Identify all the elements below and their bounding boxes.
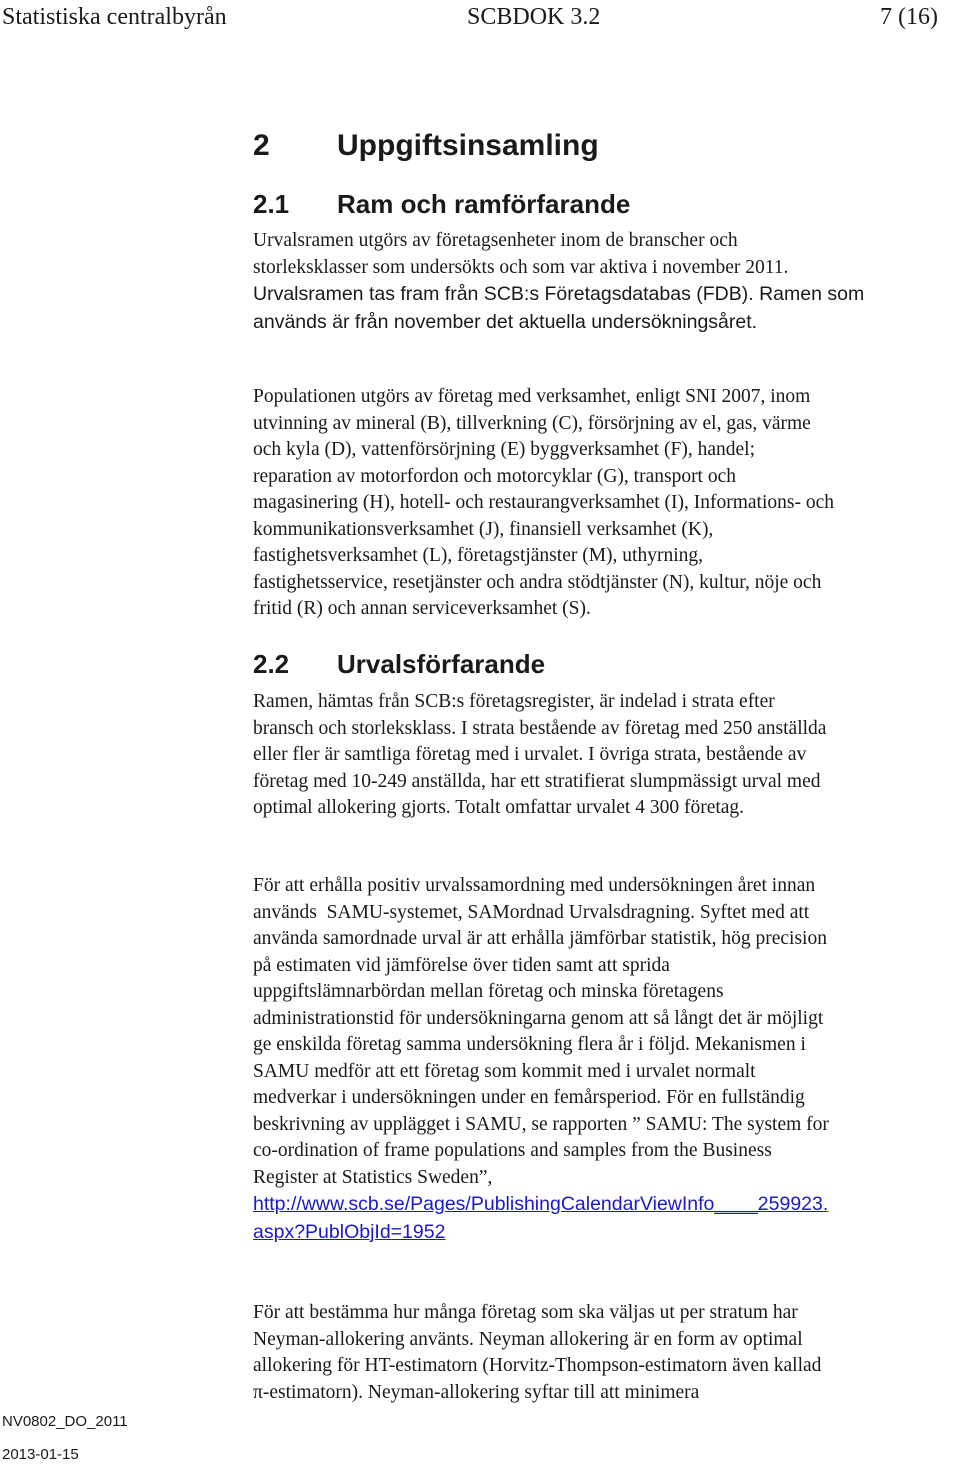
text-line: optimal allokering gjorts. Totalt omfattar urvalet 4 300 företag. (253, 797, 745, 818)
text-span: Urvalsramen tas fram från SCB:s Företagsdatabas (FDB). (253, 283, 754, 305)
text-line: används är från november det aktuella undersökningsåret. (253, 310, 758, 333)
text-line: används SAMU-systemet, SAMordnad Urvalsdragning. Syftet med att (253, 901, 810, 923)
text-line: Ramen, hämtas från SCB:s företagsregister, är indelad i strata efter (253, 691, 775, 712)
neyman-paragraph (253, 1300, 958, 1406)
text-line: företag med 10-249 anställda, har ett stratifierat slumpmässigt urval med (253, 770, 821, 792)
subsection-title: Urvalsförfarande (337, 649, 546, 679)
subsection-heading-2-1 (253, 188, 630, 220)
text-line: kommunikationsverksamhet (J), finansiell verksamhet (K), (253, 518, 714, 540)
text-line: För att erhålla positiv urvalssamordning med undersökningen året innan (253, 875, 816, 896)
subsection-title: Ram och ramförfarande (337, 189, 631, 219)
text-line: π-estimatorn). Neyman-allokering syftar till att minimera (253, 1381, 700, 1403)
text-line (253, 281, 958, 309)
text-line: storleksklasser som undersökts och som var aktiva i november 2011. (253, 256, 789, 278)
text-line: fastighetsverksamhet (L), företagstjänster (M), uthyrning, (253, 545, 703, 566)
text-line: eller fler är samtliga företag med i urvalet. I övriga strata, bestående av (253, 744, 807, 765)
text-line: Register at Statistics Sweden”, (253, 1166, 493, 1188)
subsection-heading-2-2 (253, 648, 545, 680)
text-line: medverkar i undersökningen under en femårsperiod. För en fullständig (253, 1087, 805, 1108)
subsection-number: 2.2 (253, 649, 290, 679)
text-line: fritid (R) och annan serviceverksamhet (S). (253, 598, 591, 619)
text-line: reparation av motorfordon och motorcyklar (G), transport och (253, 465, 737, 487)
scb-link-line-2[interactable]: aspx?PublObjId=1952 (253, 1220, 446, 1243)
text-line: och kyla (D), vattenförsörjning (E) byggverksamhet (F), handel; (253, 439, 755, 460)
text-line: beskrivning av upplägget i SAMU, se rapporten ” SAMU: The system for (253, 1113, 829, 1135)
frame-paragraph (253, 228, 958, 335)
text-line: magasinering (H), hotell- och restaurangverksamhet (I), Informations- och (253, 492, 835, 513)
text-line: co-ordination of frame populations and samples from the Business (253, 1140, 772, 1161)
footer-date: 2013-01-15 (2, 1446, 79, 1463)
scb-link-line-1[interactable]: http://www.scb.se/Pages/PublishingCalendarViewInfo____259923. (253, 1193, 829, 1215)
text-line: fastighetsservice, resetjänster och andra stödtjänster (N), kultur, nöje och (253, 571, 822, 593)
text-line: administrationstid för undersökningarna genom att så långt det är möjligt (253, 1007, 824, 1029)
section-heading (253, 128, 599, 164)
text-line: på estimaten vid jämförelse över tiden samt att sprida (253, 954, 670, 976)
sampling-paragraph (253, 689, 958, 822)
text-line: För att bestämma hur många företag som ska väljas ut per stratum har (253, 1302, 798, 1323)
text-line: SAMU medför att ett företag som kommit med i urvalet normalt (253, 1060, 756, 1082)
header-page-number: 7 (16) (880, 4, 938, 30)
text-line: bransch och storleksklass. I strata bestående av företag med 250 anställda (253, 717, 827, 739)
text-line: använda samordnade urval är att erhålla jämförbar statistik, hög precision (253, 928, 827, 949)
text-line: allokering för HT-estimatorn (Horvitz-Thompson-estimatorn även kallad (253, 1355, 822, 1376)
text-line: uppgiftslämnarbördan mellan företag och minska företagens (253, 981, 724, 1002)
population-paragraph (253, 384, 958, 623)
text-span: Ramen som (753, 283, 865, 305)
section-title: Uppgiftsinsamling (337, 129, 599, 162)
header-organization: Statistiska centralbyrån (2, 4, 227, 30)
text-line: Urvalsramen utgörs av företagsenheter inom de branscher och (253, 230, 738, 251)
text-line: ge enskilda företag samma undersökning flera år i följd. Mekanismen i (253, 1034, 806, 1055)
samu-paragraph (253, 873, 958, 1246)
text-line: Neyman-allokering använts. Neyman allokering är en form av optimal (253, 1328, 803, 1350)
footer-document-code: NV0802_DO_2011 (2, 1413, 128, 1430)
subsection-number: 2.1 (253, 189, 290, 219)
scb-link-continued[interactable] (253, 1219, 958, 1247)
text-line: utvinning av mineral (B), tillverkning (C), försörjning av el, gas, värme (253, 412, 811, 434)
text-line: Populationen utgörs av företag med verksamhet, enligt SNI 2007, inom (253, 386, 811, 407)
scb-link[interactable] (253, 1191, 958, 1219)
header-doc-code: SCBDOK 3.2 (467, 4, 601, 30)
section-number: 2 (253, 129, 270, 162)
